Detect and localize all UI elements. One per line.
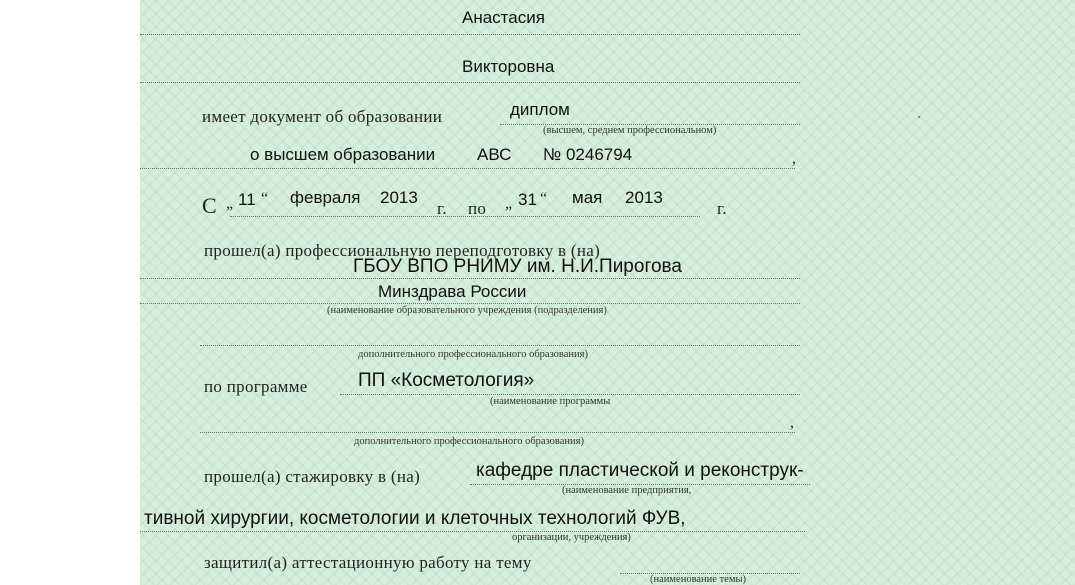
internship-line2-rule [140, 531, 805, 532]
period-rule [230, 216, 700, 217]
program-dpo-hint: дополнительного профессионального образования) [354, 436, 584, 447]
institution-line1-rule [140, 278, 800, 279]
topic-hint: (наименование темы) [650, 574, 747, 585]
start-month-value: февраля [290, 188, 361, 207]
doc-level-value: о высшем образовании [250, 145, 436, 164]
doc-type-value: диплом [510, 100, 570, 119]
internship-line1-value: кафедре пластической и реконструк- [476, 460, 804, 481]
internship-label: прошел(а) стажировку в (на) [204, 467, 421, 486]
institution-hint: (наименование образовательного учреждения (подразделения) [327, 305, 607, 316]
org-hint: организации, учреждения) [512, 532, 631, 543]
program-hint: (наименование программы [490, 396, 611, 407]
by-program-label: по программе [204, 377, 308, 396]
program-dpo-rule [200, 432, 795, 433]
paper-speck [918, 116, 920, 118]
enterprise-hint: (наименование предприятия, [562, 485, 692, 496]
dpo-hint: дополнительного профессионального образования) [358, 349, 588, 360]
start-quote-open: „ [226, 195, 234, 212]
to-label: по [468, 199, 487, 218]
comma-mark: , [792, 150, 796, 167]
certificate-sheet [140, 0, 1075, 585]
end-year-abbr: г. [717, 199, 727, 218]
program-rule [340, 394, 800, 395]
comma-mark-2: , [790, 414, 794, 431]
patronymic-value: Викторовна [462, 57, 555, 76]
doc-number-rule [140, 168, 795, 169]
internship-line2-value: тивной хирургии, косметологии и клеточных технологий ФУВ, [144, 508, 686, 529]
start-quote-close: “ [261, 190, 269, 207]
has-document-label: имеет документ об образовании [202, 107, 443, 126]
patronymic-rule [140, 82, 800, 83]
institution-line2-value: Минздрава России [378, 282, 527, 301]
first-name-rule [140, 34, 800, 35]
first-name-value: Анастасия [462, 8, 545, 27]
doc-number-value: № 0246794 [543, 145, 633, 164]
end-day-value: 31 [518, 190, 537, 209]
start-year-abbr: г. [437, 199, 447, 218]
doc-type-hint: (высшем, среднем профессиональном) [543, 125, 717, 136]
doc-series-value: АВС [477, 145, 512, 164]
dpo-rule [200, 345, 800, 346]
end-year-value: 2013 [625, 188, 663, 207]
end-month-value: мая [572, 188, 603, 207]
end-quote-open: „ [505, 195, 513, 212]
start-year-value: 2013 [380, 188, 418, 207]
institution-line1-value: ГБОУ ВПО РНИМУ им. Н.И.Пирогова [353, 256, 682, 277]
defended-label: защитил(а) аттестационную работу на тему [204, 553, 532, 572]
program-value: ПП «Косметология» [358, 370, 535, 391]
from-label: С [202, 193, 217, 218]
retraining-label: прошел(а) профессиональную переподготовку в (на) [204, 241, 601, 260]
end-quote-close: “ [540, 190, 548, 207]
start-day-value: 11 [238, 190, 256, 209]
institution-line2-rule [140, 303, 800, 304]
